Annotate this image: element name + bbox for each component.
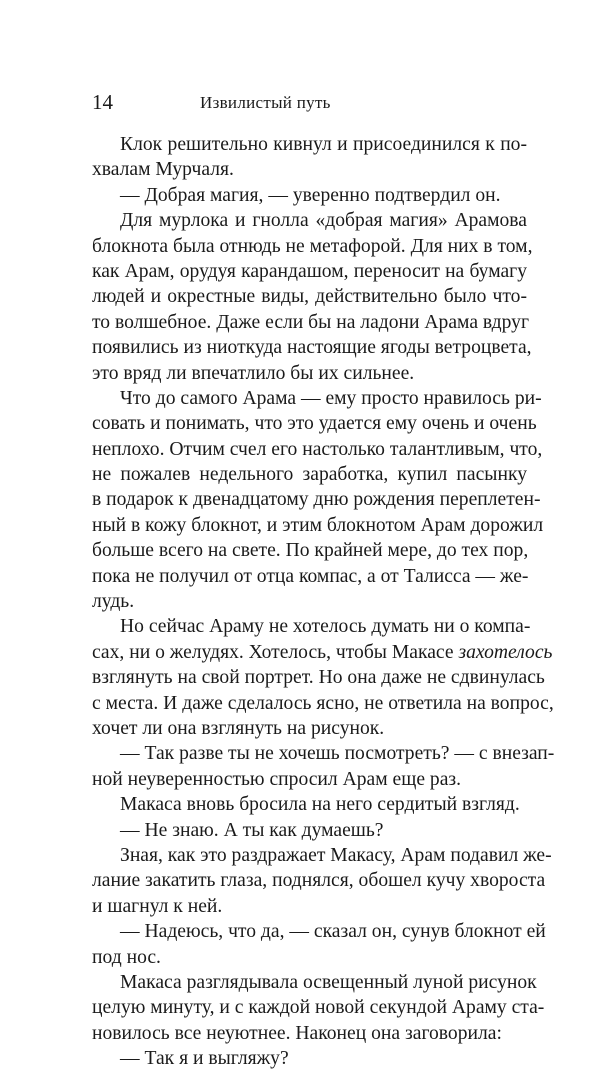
italic-emphasis: захотелось [458,641,553,663]
text-line [92,335,532,360]
text-line-content: появились из ниоткуда настоящие ягоды ветроцвета, [92,337,532,359]
text-line-content: и шагнул к ней. [92,895,223,917]
body-text [92,132,555,1071]
text-line [92,970,537,995]
text-line [92,234,533,259]
text-line [92,945,527,970]
page-number: 14 [92,90,113,114]
text-line [92,741,555,766]
text-line-content: Макаса вновь бросила на него сердитый взгляд. [120,794,520,816]
text-line [92,259,527,284]
text-line-content: в подарок к двенадцатому дню рождения переплетен- [92,489,541,511]
text-line [92,538,527,563]
text-line [92,564,527,589]
text-line-content: — Так разве ты не хочешь посмотреть? — с внезап- [120,743,555,765]
text-line [92,208,527,233]
text-line-content: больше всего на свете. По крайней мере, до тех пор, [92,540,529,562]
text-line-content: людей и окрестные виды, действительно было что- [92,286,527,308]
text-line-content: ный в кожу блокнот, и этим блокнотом Арам дорожил [92,514,544,536]
text-line [92,1021,527,1046]
text-line [92,411,537,436]
text-line [92,487,541,512]
text-line-content: совать и понимать, что это удается ему очень и очень [92,413,537,435]
text-line-content: Зная, как это раздражает Макасу, Арам подавил же- [120,844,552,866]
text-line [92,716,527,741]
text-line [92,614,531,639]
text-line [92,995,545,1020]
text-line [92,665,545,690]
text-line [92,132,527,157]
text-line-content: новилось все неуютнее. Наконец она заговорила: [92,1022,502,1044]
text-line-content: Клок решительно кивнул и присоединился к по- [120,134,527,155]
text-line-content: — Так я и выгляжу? [120,1048,289,1070]
text-line [92,437,543,462]
text-line [92,284,527,309]
text-line-content: — Добрая магия, — уверенно подтвердил он. [120,184,501,206]
text-line-content: хвалам Мурчаля. [92,159,234,181]
text-line-content: хочет ли она взглянуть на рисунок. [92,717,385,739]
text-line [92,640,553,665]
text-line [92,792,527,817]
text-line [92,183,527,208]
text-line [92,513,544,538]
text-line-content: пока не получил от отца компас, а от Талисса — же- [92,565,529,587]
text-line [92,157,527,182]
text-line-content: не пожалев недельного заработка, купил пасынку [92,464,527,486]
text-line [92,462,527,487]
text-line-content: с места. И даже сделалось ясно, не ответила на вопрос, [92,692,554,714]
text-line [92,310,530,335]
text-line [92,767,527,792]
text-line [92,868,546,893]
text-line [92,1046,527,1071]
text-line-content: целую минуту, и с каждой новой секундой Араму ста- [92,997,545,1019]
text-line-content: взглянуть на свой портрет. Но она даже не сдвинулась [92,667,545,689]
text-line-content: лание закатить глаза, поднялся, обошел кучу хвороста [92,870,546,892]
text-line-content: как Арам, орудуя карандашом, переносит на бумагу [92,260,527,282]
text-line [92,386,542,411]
text-line [92,818,527,843]
text-line-content: то волшебное. Даже если бы на ладони Арама вдруг [92,311,530,333]
text-line-content: сах, ни о желудях. Хотелось, чтобы Макасе [92,641,459,663]
text-line-content: под нос. [92,946,161,968]
text-line [92,589,527,614]
text-line-content: Макаса разглядывала освещенный луной рисунок [120,971,537,993]
text-line-content: это вряд ли впечатлило бы их сильнее. [92,362,415,384]
text-line [92,361,527,386]
text-line [92,894,527,919]
text-line-content: блокнота была отнюдь не метафорой. Для них в том, [92,235,533,257]
text-line [92,691,554,716]
text-line [92,919,546,944]
text-line-content: — Надеюсь, что да, — сказал он, сунув блокнот ей [120,921,546,943]
text-line-content: — Не знаю. А ты как думаешь? [120,819,384,841]
text-line-content: Но сейчас Араму не хотелось думать ни о компа- [120,616,531,638]
text-line [92,843,552,868]
text-line-content: Что до самого Арама — ему просто нравилось ри- [120,387,542,409]
running-title: Извилистый путь [200,93,331,112]
text-line-content: лудь. [92,591,135,613]
text-line-content: ной неуверенностью спросил Арам еще раз. [92,768,462,790]
text-line-content: Для мурлока и гнолла «добрая магия» Арамова [120,210,527,232]
text-line-content: неплохо. Отчим счел его настолько талантливым, что, [92,438,543,460]
